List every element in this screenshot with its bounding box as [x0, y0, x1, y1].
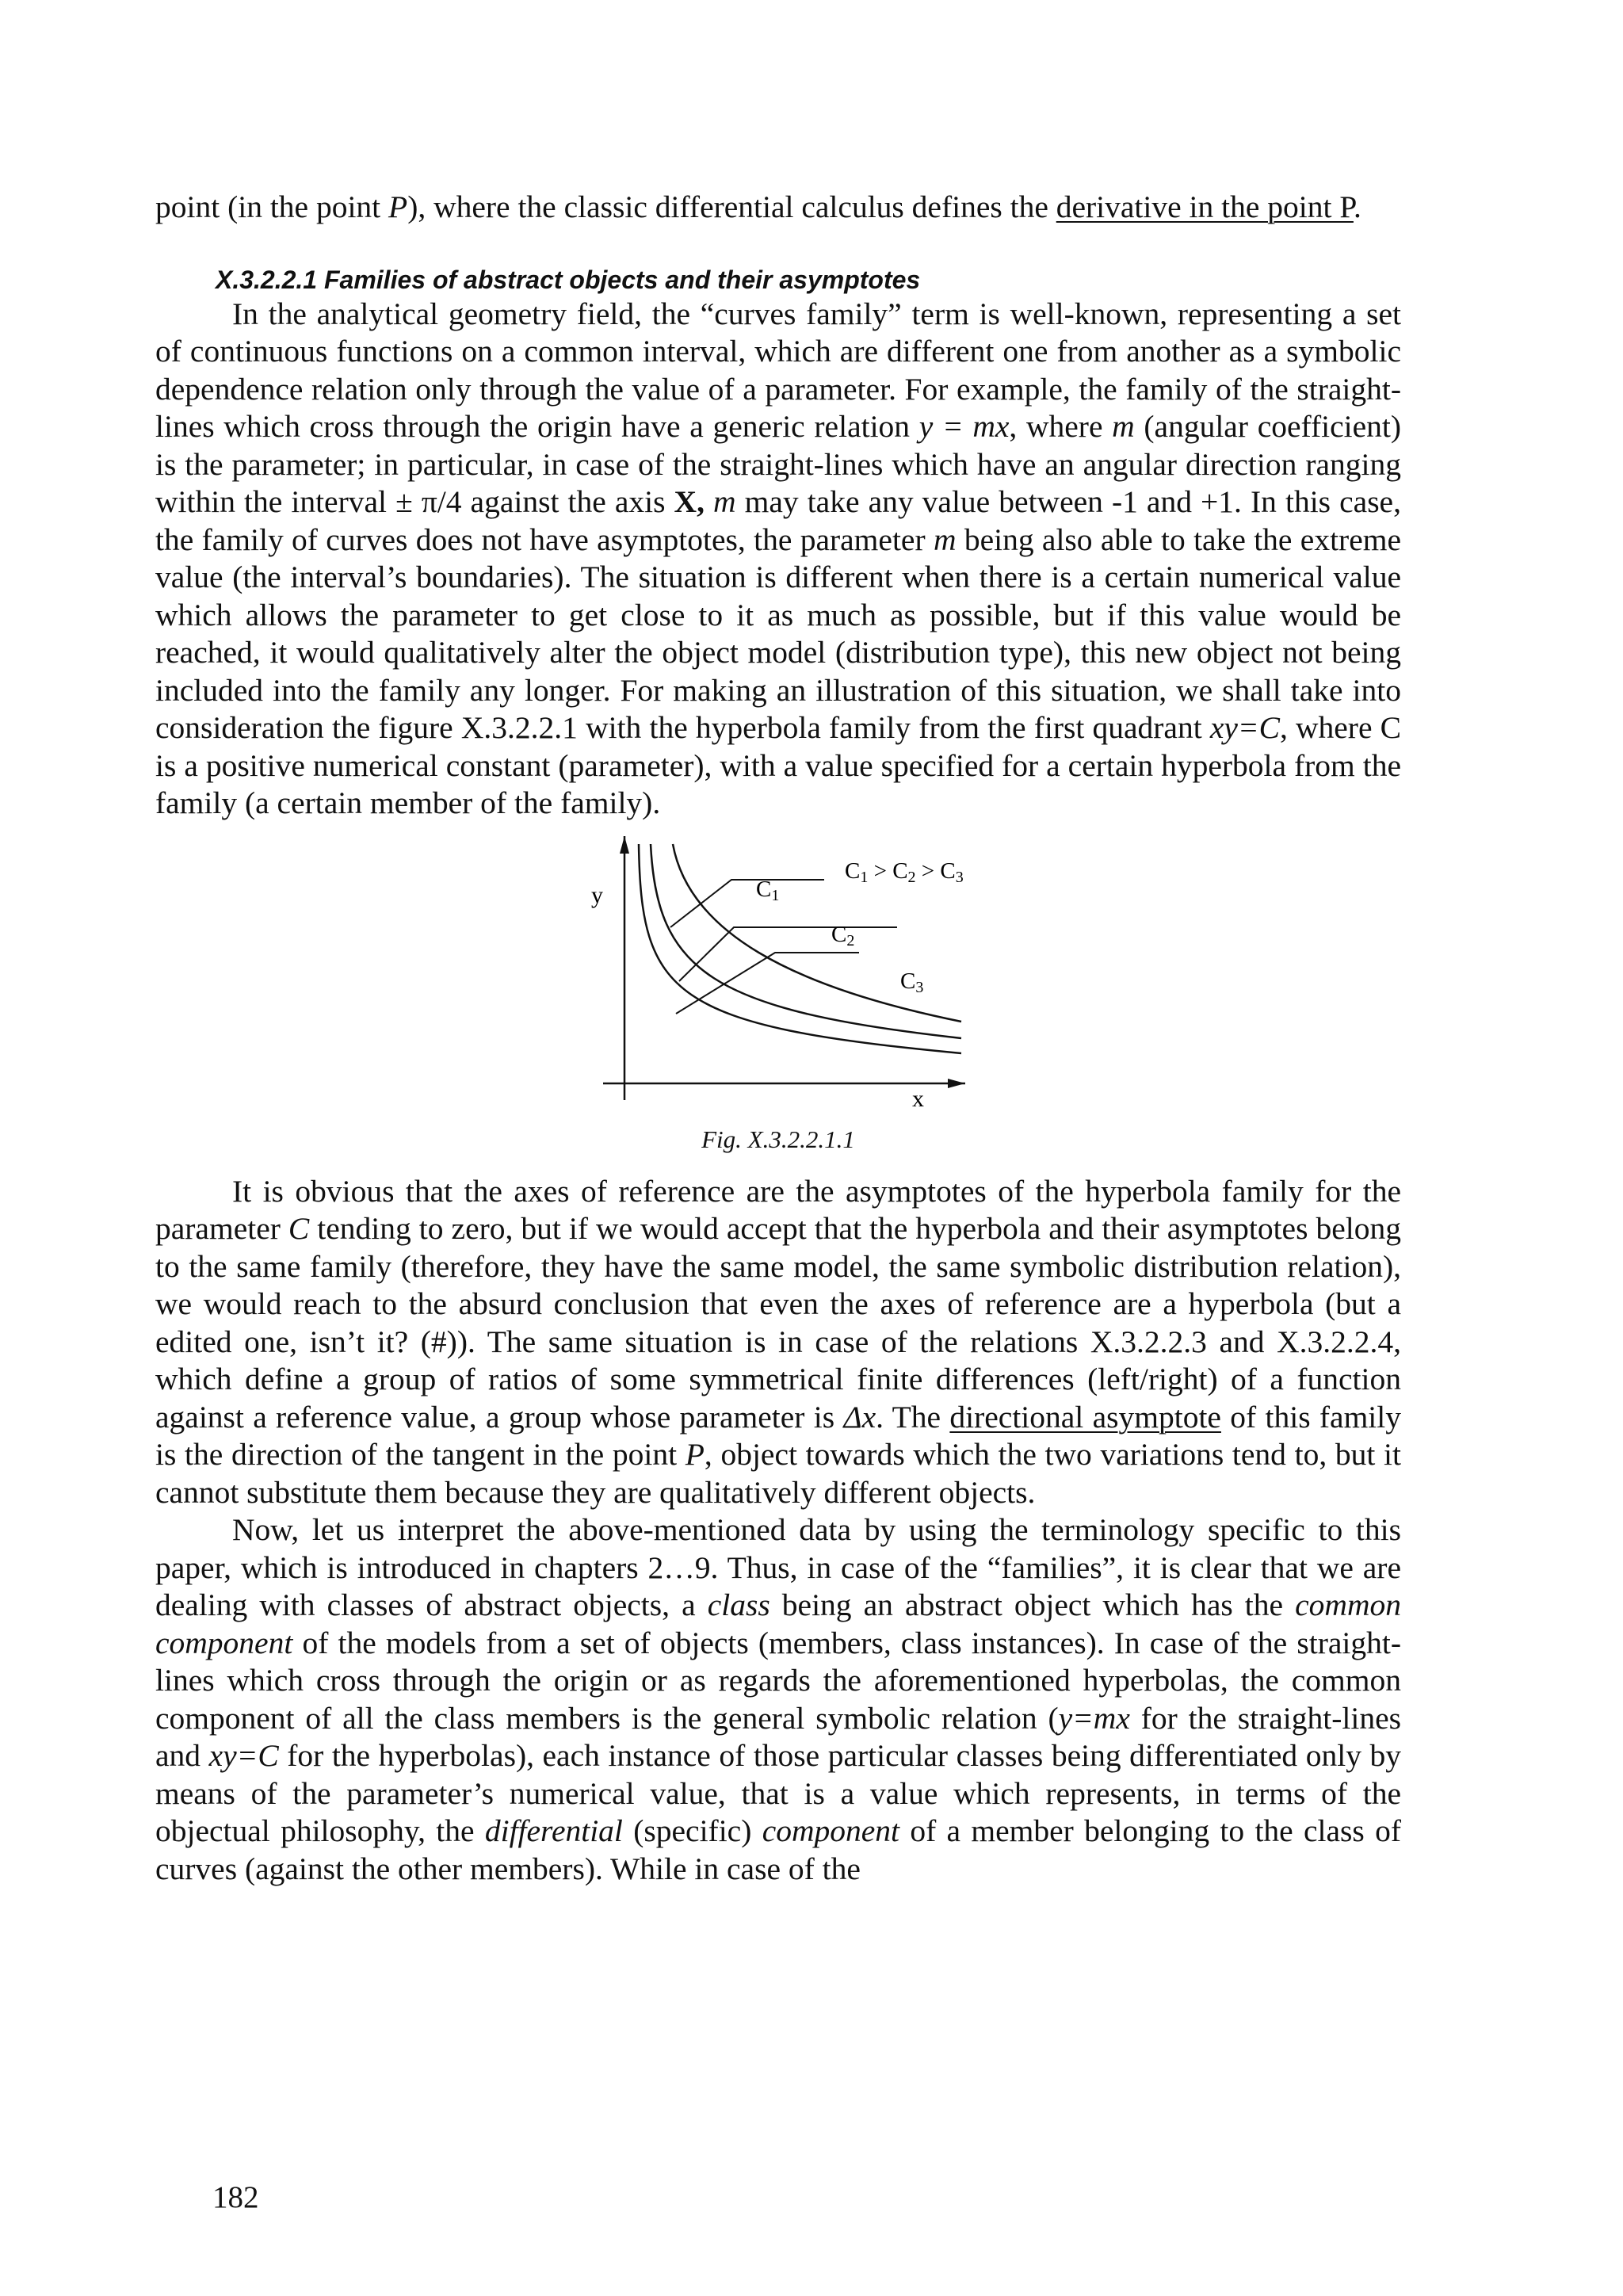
intro-paragraph [155, 189, 1401, 227]
page-number: 182 [212, 2180, 259, 2214]
interval-expression: ± π/4 [395, 484, 462, 519]
y-axis-label: y [591, 881, 603, 908]
directional-asymptote-link[interactable]: directional asymptote [949, 1399, 1221, 1435]
point-symbol: P [388, 189, 408, 224]
label-c2: C2 [831, 921, 855, 949]
section-heading: X.3.2.2.1 Families of abstract objects and their asymptotes [216, 265, 921, 294]
hyperbola-plot [155, 836, 1401, 1120]
x-axis-label: x [912, 1085, 924, 1112]
paragraph-2: It is obvious that the axes of reference are the asymptotes of the hyperbola family for the parameter C tending to zero, but if we would accept that the hyperbola and their asymptotes belong to the same family (therefore, they have the same model, the same symbolic distribution relation), we would reach to the absurd conclusion that even the axes of reference are a hyperbola (but a edited one, isn’t it? (#)). The same situation is in case of the relations X.3.2.2.3 and X.3.2.2.4, which define a group of ratios of some symmetrical finite differences (left/right) of a function against a reference value, a group whose parameter is Δx. The directional asymptote of this family is the direction of the tangent in the point P, object towards which the two variations tend to, but it cannot substitute them because they are qualitatively different objects. [155, 1173, 1401, 1510]
paragraph-3: Now, let us interpret the above-mentioned data by using the terminology specific to this paper, which is introduced in chapters 2…9. Thus, in case of the “families”, it is clear that we are dealing with classes of abstract objects, a class being an abstract object which has the common component of the models from a set of objects (members, class instances). In case of the straight-lines which cross through the origin or as regards the aforementioned hyperbolas, the common component of all the class members is the general symbolic relation (y=mx for the straight-lines and xy=C for the hyperbolas), each instance of those particular classes being differentiated only by means of the parameter’s numerical value, that is a value which represents, in terms of the objectual philosophy, the differential (specific) component of a member belonging to the class of curves (against the other members). While in case of the [155, 1512, 1402, 1886]
y-axis-arrow [620, 836, 629, 854]
leader-c2 [676, 953, 859, 1014]
page-body [155, 189, 1401, 1888]
x-axis-arrow [948, 1079, 965, 1088]
delta-x: Δx [843, 1399, 876, 1435]
derivative-link[interactable]: derivative in the point P [1056, 189, 1354, 224]
equation-hyperbola: xy=C [1209, 710, 1280, 745]
label-c3: C3 [900, 968, 924, 996]
figure-caption: Fig. X.3.2.2.1.1 [701, 1125, 855, 1153]
paragraph-1: In the analytical geometry field, the “curves family” term is well-known, representing a set of continuous functions on a common interval, which are different one from another as a symbolic dependence relation only through the value of a parameter. For example, the family of the straight-lines which cross through the origin have a generic relation y = mx, where m (angular coefficient) is the parameter; in particular, in case of the straight-lines which have an angular direction ranging within the interval ± π/4 against the axis X, m may take any value between -1 and +1. In this case, the family of curves does not have asymptotes, the parameter m being also able to take the extreme value (the interval’s boundaries). The situation is different when there is a certain numerical value which allows the parameter to get close to it as much as possible, but if this value would be reached, it would qualitatively alter the object model (distribution type), this new object not being included into the family any longer. For making an illustration of this situation, we shall take into consideration the figure X.3.2.2.1 with the hyperbola family from the first quadrant xy=C, where C is a positive numerical constant (parameter), with a value specified for a certain hyperbola from the family (a certain member of the family). [155, 296, 1401, 820]
hyperbola-figure [155, 836, 1401, 1120]
label-c1: C1 [756, 876, 780, 904]
equation-line: y = mx [918, 409, 1010, 444]
intro-text: . [1353, 189, 1361, 224]
intro-text: ), where the classic differential calculus defines the [407, 189, 1056, 224]
axis-label: X, [674, 484, 705, 519]
parameter-relation: C1 > C2 > C3 [845, 858, 964, 886]
leader-c1 [670, 880, 824, 927]
intro-text: point (in the point [155, 189, 389, 224]
leader-c3 [679, 927, 897, 981]
